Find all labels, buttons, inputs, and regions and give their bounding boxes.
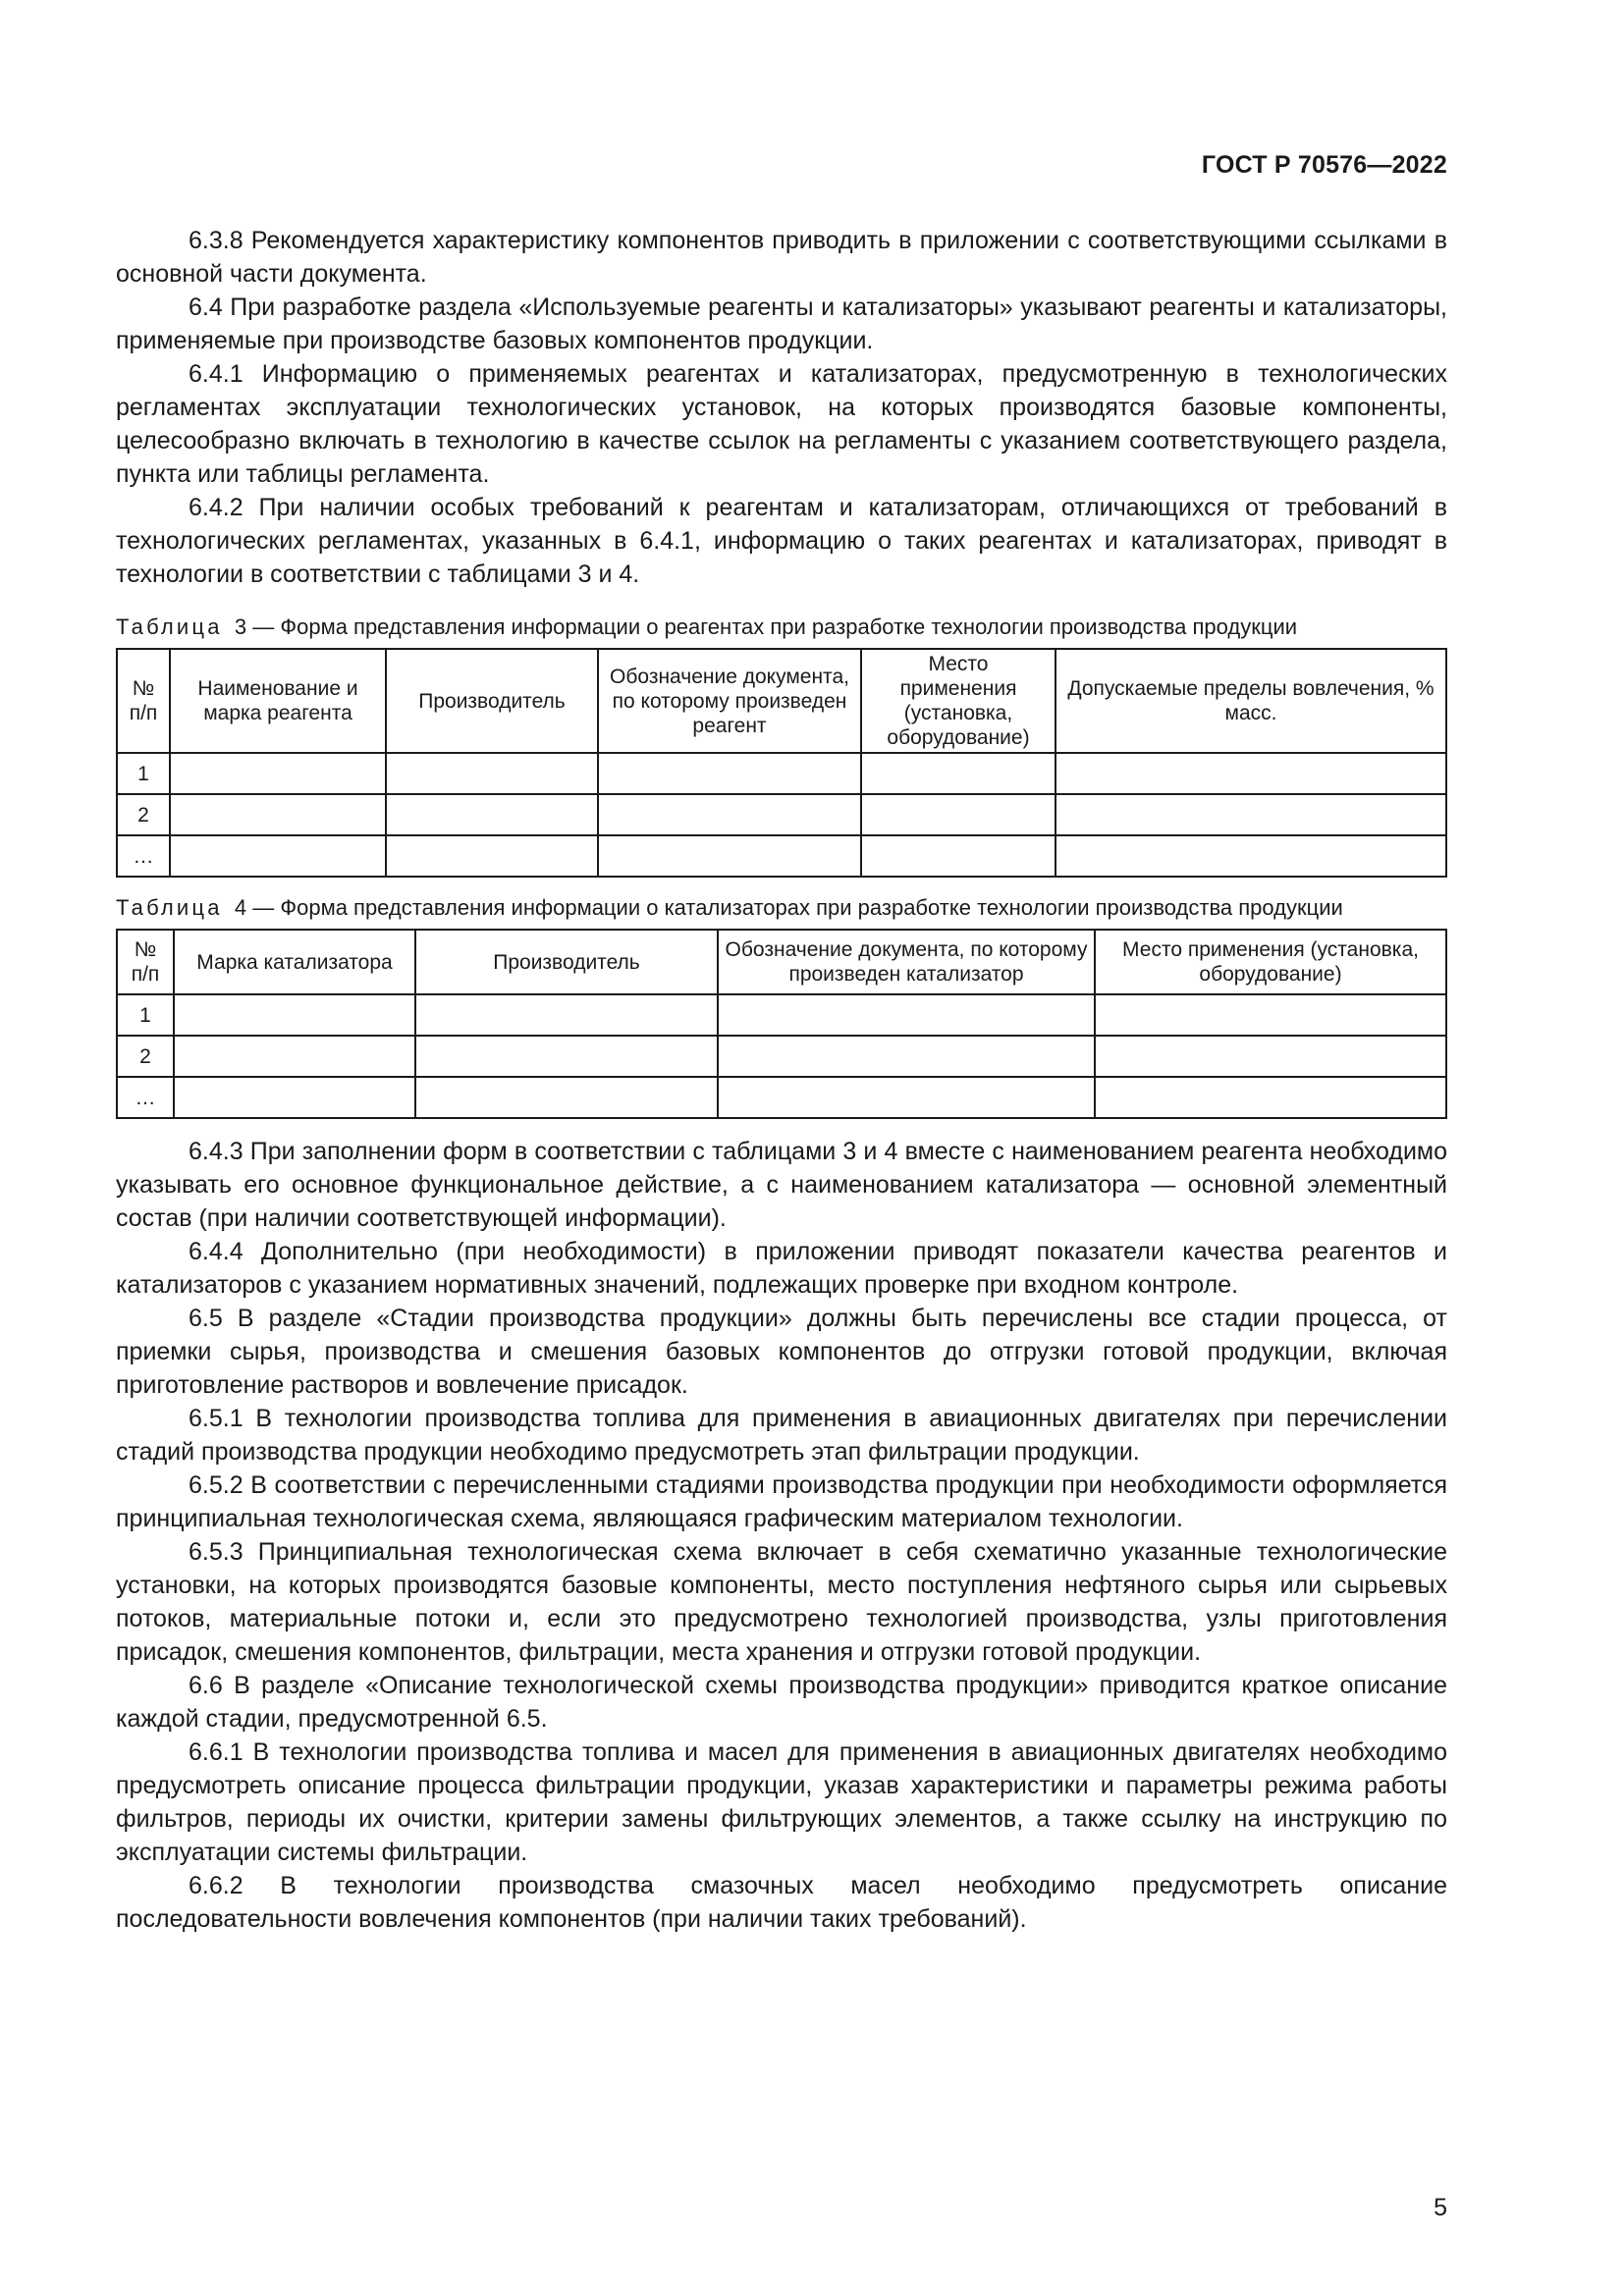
table-cell [386,835,598,877]
table-4-header-number: № п/п [117,930,174,994]
table-3-reagents [116,648,1447,878]
table-cell [1056,794,1446,835]
paragraph-6-5-2: 6.5.2 В соответствии с перечисленными стадиями производства продукции при необходимости оформляется принципиальная технологическая схема, являющаяся графическим материалом технологии. [116,1471,1447,1532]
table-row [117,835,1446,877]
document-page [116,0,1447,2296]
table-cell [386,794,598,835]
paragraph-6-5-3: 6.5.3 Принципиальная технологическая схема включает в себя схематично указанные технологические установки, на которых производятся базовые компоненты, место поступления нефтяного сырья или сырьевых потоков, материальные потоки и, если это предусмотрено технологией производства, узлы приготовления присадок, смешения компонентов, фильтрации, места хранения и отгрузки готовой продукции. [116,1538,1447,1666]
table-cell-number: 1 [117,994,174,1036]
table-3-header-document: Обозначение документа, по которому произведен реагент [598,649,861,753]
table-4-header-place-of-use: Место применения (установка, оборудование) [1095,930,1446,994]
paragraph-6-4-2: 6.4.2 При наличии особых требований к реагентам и катализаторам, отличающихся от требований в технологических регламентах, указанных в 6.4.1, информацию о таких реагентах и катализаторах, приводят в технологии в соответствии с таблицами 3 и 4. [116,494,1447,588]
table-cell [861,753,1056,794]
table-cell [598,753,861,794]
table-cell [1095,994,1446,1036]
table-cell [598,794,861,835]
table-cell [174,1036,415,1077]
table-cell [598,835,861,877]
table-row [117,994,1446,1036]
table-4-caption [116,893,1447,923]
table-cell [170,753,386,794]
table-cell [1095,1036,1446,1077]
body-after-tables [116,1135,1447,1936]
paragraph-6-5-1: 6.5.1 В технологии производства топлива для применения в авиационных двигателях при перечислении стадий производства продукции необходимо предусмотреть этап фильтрации продукции. [116,1405,1447,1466]
paragraph-6-4-3: 6.4.3 При заполнении форм в соответствии с таблицами 3 и 4 вместе с наименованием реагента необходимо указывать его основное функциональное действие, а с наименованием катализатора — основной элементный состав (при наличии соответствующей информации). [116,1138,1447,1232]
table-cell [415,1077,718,1118]
table-cell [174,994,415,1036]
table-4-caption-label: Таблица [116,895,223,920]
table-3-header-limits: Допускаемые пределы вовлечения, % масс. [1056,649,1446,753]
paragraph-6-4-1: 6.4.1 Информацию о применяемых реагентах и катализаторах, предусмотренную в технологических регламентах эксплуатации технологических установок, на которых производятся базовые компоненты, целесообразно включать в технологию в качестве ссылок на регламенты с указанием соответствующего раздела, пункта или таблицы регламента. [116,360,1447,488]
paragraph-6-6-1: 6.6.1 В технологии производства топлива и масел для применения в авиационных двигателях необходимо предусмотреть описание процесса фильтрации продукции, указав характеристики и параметры режима работы фильтров, периоды их очистки, критерии замены фильтрующих элементов, а также ссылку на инструкцию по эксплуатации системы фильтрации. [116,1738,1447,1866]
table-4-caption-text: 4 — Форма представления информации о катализаторах при разработке технологии производства продукции [234,895,1343,920]
table-row [117,753,1446,794]
table-cell-number: 2 [117,794,170,835]
page-number: 5 [1434,2194,1447,2221]
table-3-header-place-of-use: Место применения (установка, оборудование) [861,649,1056,753]
table-4-header-catalyst-brand: Марка катализатора [174,930,415,994]
table-cell [861,794,1056,835]
table-cell [170,835,386,877]
table-cell [718,1077,1095,1118]
table-3-header-row [117,649,1446,753]
table-4-header-manufacturer: Производитель [415,930,718,994]
document-code-header: ГОСТ Р 70576—2022 [1201,151,1447,179]
table-cell [170,794,386,835]
paragraph-6-4-4: 6.4.4 Дополнительно (при необходимости) в приложении приводят показатели качества реагентов и катализаторов с указанием нормативных значений, подлежащих проверке при входном контроле. [116,1238,1447,1299]
table-3-caption-text: 3 — Форма представления информации о реагентах при разработке технологии производства продукции [234,614,1298,639]
table-3-header-manufacturer: Производитель [386,649,598,753]
table-4-header-row [117,930,1446,994]
table-cell [1095,1077,1446,1118]
paragraph-6-6-2: 6.6.2 В технологии производства смазочных масел необходимо предусмотреть описание последовательности вовлечения компонентов (при наличии таких требований). [116,1872,1447,1933]
table-3-header-number: № п/п [117,649,170,753]
paragraph-6-6: 6.6 В разделе «Описание технологической схемы производства продукции» приводится краткое описание каждой стадии, предусмотренной 6.5. [116,1672,1447,1733]
table-cell [415,994,718,1036]
table-4-header-document: Обозначение документа, по которому произведен катализатор [718,930,1095,994]
table-cell [386,753,598,794]
table-3-caption-label: Таблица [116,614,223,639]
table-cell-number: … [117,1077,174,1118]
table-row [117,1036,1446,1077]
table-cell [861,835,1056,877]
table-cell [415,1036,718,1077]
paragraph-6-5: 6.5 В разделе «Стадии производства продукции» должны быть перечислены все стадии процесса, от приемки сырья, производства и смешения базовых компонентов до отгрузки готовой продукции, включая приготовление растворов и вовлечение присадок. [116,1305,1447,1399]
table-3-caption [116,613,1447,642]
paragraph-6-3-8: 6.3.8 Рекомендуется характеристику компонентов приводить в приложении с соответствующими ссылками в основной части документа. [116,227,1447,288]
table-cell [718,1036,1095,1077]
table-cell-number: 1 [117,753,170,794]
table-cell [1056,753,1446,794]
table-row [117,1077,1446,1118]
table-cell [1056,835,1446,877]
table-cell [718,994,1095,1036]
table-row [117,794,1446,835]
table-3-header-reagent-name: Наименование и марка реагента [170,649,386,753]
table-cell [174,1077,415,1118]
table-cell-number: … [117,835,170,877]
table-cell-number: 2 [117,1036,174,1077]
table-4-catalysts [116,929,1447,1119]
document-body [116,224,1447,1936]
paragraph-6-4: 6.4 При разработке раздела «Используемые реагенты и катализаторы» указывают реагенты и катализаторы, применяемые при производстве базовых компонентов продукции. [116,294,1447,354]
